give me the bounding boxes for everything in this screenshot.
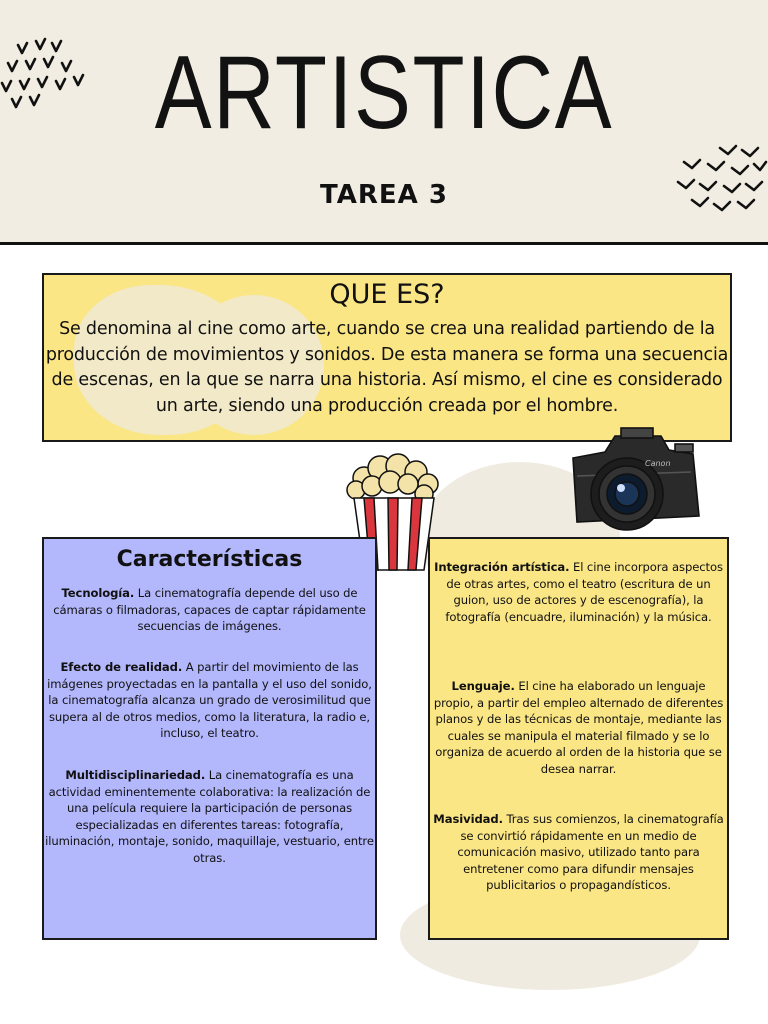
characteristic-text: La cinematografía es una actividad eminentemente colaborativa: la realización de una película requiere la participación de personas especializadas en diferentes tareas: fotografía, iluminación, montaje, sonido, maquillaje, vestuario, entre otras.: [45, 768, 374, 865]
characteristic-item: [44, 585, 375, 635]
characteristic-text: El cine ha elaborado un lenguaje propio, a partir del empleo alternado de diferentes planos y de las técnicas de montaje, mediante las cuales se manipula el material filmado y se lo organiza de acuerdo al orden de la historia que se desea narrar.: [433, 679, 724, 776]
definition-text: Se denomina al cine como arte, cuando se crea una realidad partiendo de la producción de movimientos y sonidos. De esta manera se forma una secuencia de escenas, en la que se narra una historia. Así mismo, el cine es considerado un arte, siendo una producción creada por el hombre.: [45, 319, 729, 416]
characteristic-term: Multidisciplinariedad.: [65, 768, 206, 782]
page-subtitle: TAREA 3: [320, 180, 448, 210]
page-header: [0, 0, 768, 245]
characteristic-term: Integración artística.: [434, 560, 570, 574]
characteristic-term: Tecnología.: [61, 586, 135, 600]
characteristic-text: La cinematografía depende del uso de cámaras o filmadoras, capaces de captar rápidamente secuencias de imágenes.: [53, 586, 366, 634]
camera-icon: [565, 422, 705, 544]
characteristics-panel: [42, 537, 377, 940]
characteristic-item: [44, 659, 375, 742]
characteristic-item: [430, 678, 727, 778]
characteristic-term: Efecto de realidad.: [60, 660, 183, 674]
characteristic-text: A partir del movimiento de las imágenes proyectadas en la pantalla y el uso del sonido, la cinematografía alcanza un grado de verosimilitud que supera al de otros medios, como la literatura, la radio e, incluso, el teatro.: [47, 660, 372, 741]
definition-box: [42, 273, 732, 442]
characteristics-panel-right: [428, 537, 729, 940]
characteristic-term: Masividad.: [433, 812, 503, 826]
characteristic-item: [430, 559, 727, 625]
characteristic-item: [430, 811, 727, 894]
characteristic-item: [44, 767, 375, 867]
camera-brand-label: Canon: [645, 459, 671, 468]
characteristic-text: Tras sus comienzos, la cinematografía se convirtió rápidamente en un medio de comunicación masivo, utilizado tanto para entretener como para difundir mensajes publicitarios o propagandísticos.: [457, 812, 724, 893]
definition-title: QUE ES?: [329, 279, 445, 310]
characteristic-text: El cine incorpora aspectos de otras artes, como el teatro (escritura de un guion, uso de actores y de escenografía), la fotografía (encuadre, iluminación) y la música.: [445, 560, 723, 624]
characteristics-title: Características: [116, 547, 303, 572]
characteristic-term: Lenguaje.: [451, 679, 515, 693]
page-title: ARTISTICA: [154, 35, 614, 151]
